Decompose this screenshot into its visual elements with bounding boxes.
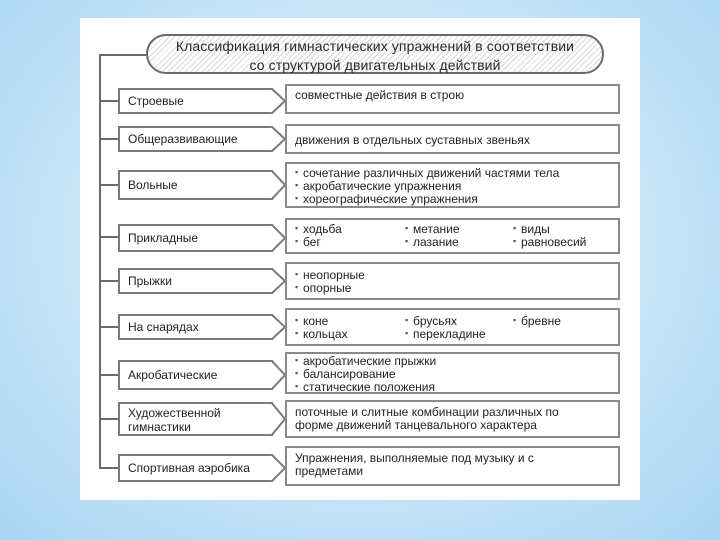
list-item: ▪ лазание xyxy=(405,236,513,249)
category-box xyxy=(118,268,273,294)
category-label: Общеразвивающие xyxy=(128,132,238,146)
branch-line xyxy=(99,184,119,186)
connector-trunk xyxy=(99,54,101,469)
list-item: ▪ метание xyxy=(405,223,513,236)
list-item-text: равновесий xyxy=(521,235,587,249)
list-item: ▪ хореографические упражнения xyxy=(295,193,610,206)
branch-line xyxy=(99,280,119,282)
category-label: Прыжки xyxy=(128,274,172,288)
category-label-line-1: Художественной xyxy=(128,406,221,420)
connector-top xyxy=(99,54,147,56)
category-label: На снарядах xyxy=(128,320,199,334)
category-label: Строевые xyxy=(128,94,184,108)
category-label-line-2: гимнастики xyxy=(128,420,191,434)
branch-line xyxy=(99,374,119,376)
branch-line xyxy=(99,467,119,469)
list-item: ▪ сочетание различных движений частями тела xyxy=(295,167,610,180)
list-item: ▪ перекладине xyxy=(405,328,513,341)
description-text: движения в отдельных суставных звеньях xyxy=(295,133,530,147)
list-item: ▪ статические положения xyxy=(295,381,610,394)
branch-line xyxy=(99,138,119,140)
description-text: совместные действия в строю xyxy=(295,88,465,102)
list-item-continuation xyxy=(513,236,586,249)
description-box xyxy=(285,262,620,300)
title-line-2: со структурой двигательных действий xyxy=(249,57,501,73)
list-item: ▪ неопорные xyxy=(295,269,610,282)
slide xyxy=(80,18,640,500)
category-box xyxy=(118,454,273,482)
list-item: ▪ ходьба xyxy=(295,223,405,236)
category-box xyxy=(118,402,273,436)
description-line-2: форме движений танцевального характера xyxy=(295,418,537,432)
description-box xyxy=(285,308,620,346)
category-label: Прикладные xyxy=(128,231,198,245)
list-item: ▪ бревне xyxy=(513,315,561,328)
list-item: ▪ опорные xyxy=(295,282,610,295)
diagram-title xyxy=(146,34,604,74)
category-box xyxy=(118,314,273,340)
description-box xyxy=(285,446,620,486)
title-line-1: Классификация гимнастических упражнений в соответствии xyxy=(175,38,575,54)
category-box xyxy=(118,88,273,114)
branch-line xyxy=(99,418,119,420)
description-box xyxy=(285,400,620,438)
branch-line xyxy=(99,326,119,328)
category-box xyxy=(118,224,273,252)
description-box xyxy=(285,352,620,394)
category-box xyxy=(118,170,273,200)
category-box xyxy=(118,360,273,390)
list-item: ▪ коне xyxy=(295,315,405,328)
category-label: Спортивная аэробика xyxy=(128,461,250,475)
list-item: ▪ бег xyxy=(295,236,405,249)
description-box xyxy=(285,84,620,114)
description-line-1: поточные и слитные комбинации различных по xyxy=(295,405,559,419)
category-label: Акробатические xyxy=(128,368,218,382)
list-item: ▪ кольцах xyxy=(295,328,405,341)
description-box xyxy=(285,124,620,154)
list-item: ▪ акробатические упражнения xyxy=(295,180,610,193)
description-box xyxy=(285,162,620,208)
list-item: ▪ балансирование xyxy=(295,368,610,381)
description-box xyxy=(285,218,620,254)
list-item: ▪ акробатические прыжки xyxy=(295,355,610,368)
branch-line xyxy=(99,236,119,238)
description-line-2: предметами xyxy=(295,464,364,478)
list-item: ▪ брусьях xyxy=(405,315,513,328)
category-label: Вольные xyxy=(128,178,178,192)
list-item: ▪ виды xyxy=(513,223,586,236)
branch-line xyxy=(99,100,119,102)
description-line-1: Упражнения, выполняемые под музыку и с xyxy=(295,451,534,465)
category-box xyxy=(118,126,273,152)
